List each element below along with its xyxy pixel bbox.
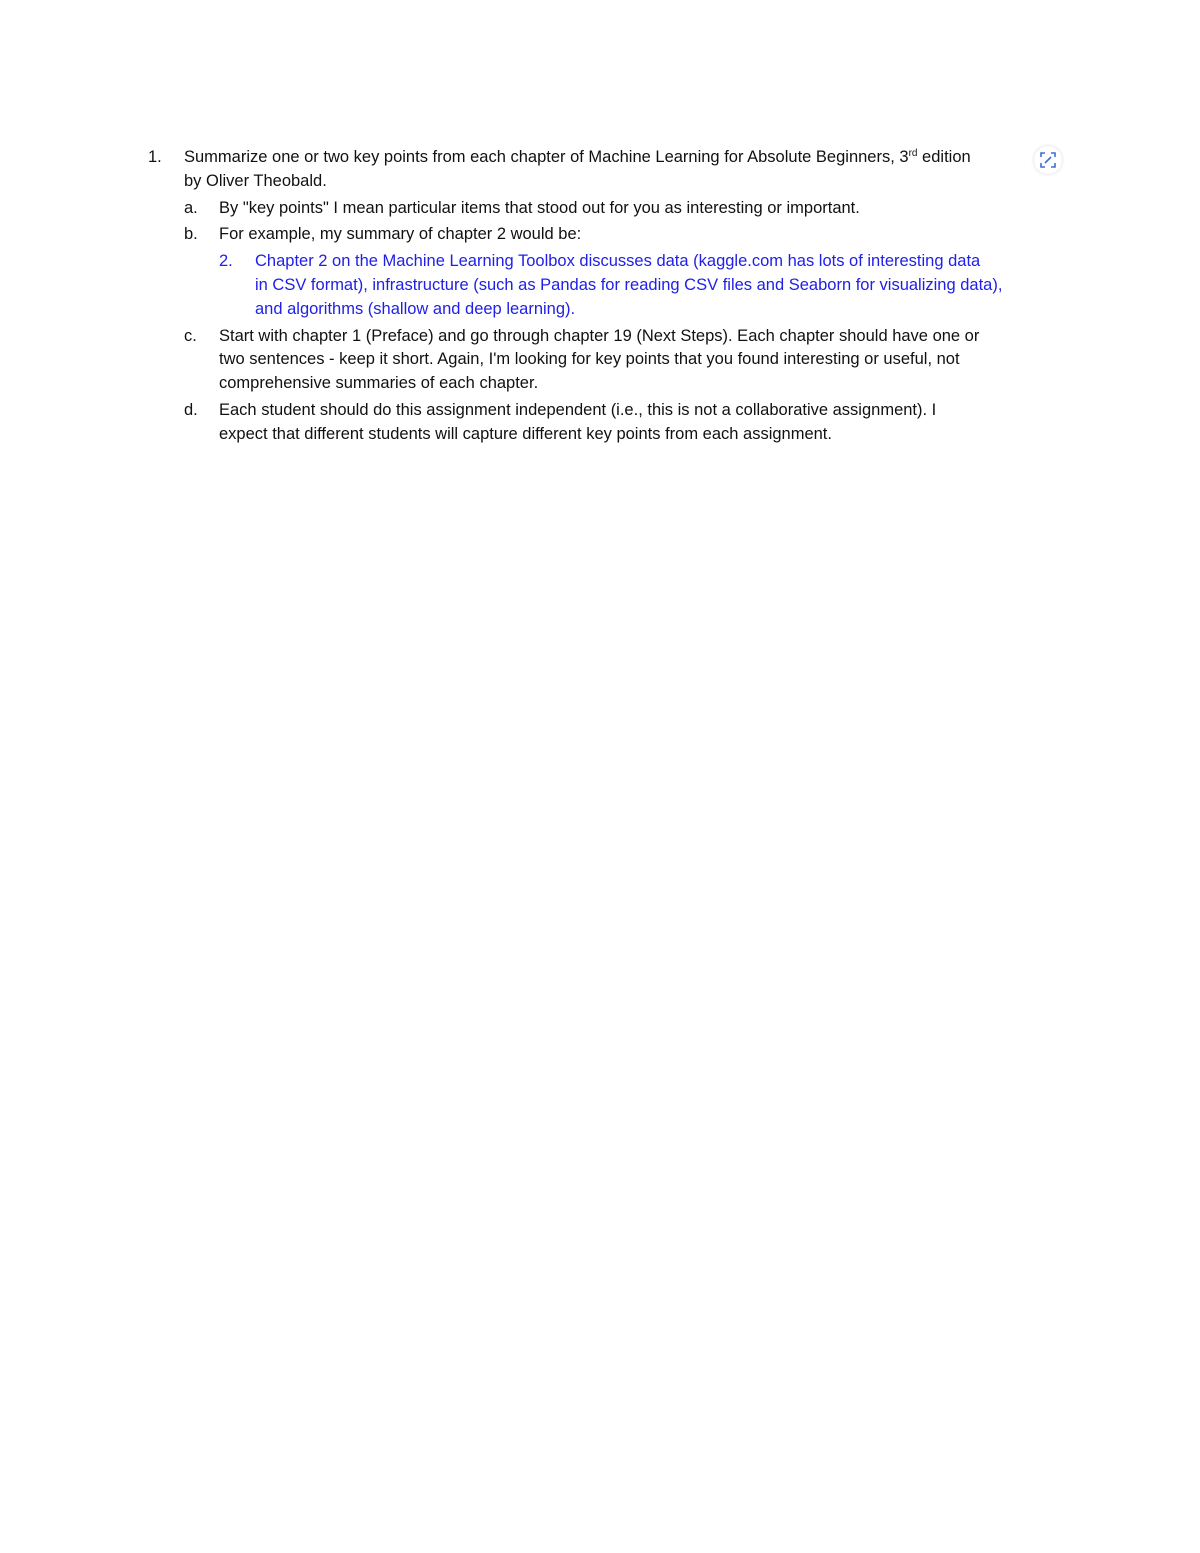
list-marker-1: 1. bbox=[148, 148, 162, 166]
example-line-3: and algorithms (shallow and deep learning). bbox=[255, 300, 576, 318]
item-1-text-end: edition bbox=[917, 148, 971, 166]
edit-icon-glyph bbox=[1039, 151, 1057, 169]
example-line-2: in CSV format), infrastructure (such as Pandas for reading CSV files and Seaborn for visualizing data), bbox=[255, 276, 1003, 294]
item-1-line-2: by Oliver Theobald. bbox=[184, 172, 327, 190]
list-marker-b: b. bbox=[184, 225, 198, 243]
item-1-line-1 bbox=[184, 145, 971, 169]
item-1-superscript: rd bbox=[908, 148, 918, 159]
list-marker-c: c. bbox=[184, 327, 197, 345]
item-c-line-3: comprehensive summaries of each chapter. bbox=[219, 374, 539, 392]
item-a-line-1: By "key points" I mean particular items that stood out for you as interesting or important. bbox=[219, 199, 860, 217]
list-marker-d: d. bbox=[184, 401, 198, 419]
item-d-line-1: Each student should do this assignment independent (i.e., this is not a collaborative assignment). I bbox=[219, 401, 937, 419]
item-c-line-2: two sentences - keep it short. Again, I'm looking for key points that you found interesting or useful, not bbox=[219, 350, 960, 368]
list-marker-example: 2. bbox=[219, 252, 233, 270]
item-1-text: Summarize one or two key points from each chapter of Machine Learning for Absolute Beginners, 3 bbox=[184, 148, 909, 166]
list-marker-a: a. bbox=[184, 199, 198, 217]
example-line-1: Chapter 2 on the Machine Learning Toolbox discusses data (kaggle.com has lots of interesting data bbox=[255, 252, 981, 270]
item-b-line-1: For example, my summary of chapter 2 would be: bbox=[219, 225, 582, 243]
item-c-line-1: Start with chapter 1 (Preface) and go through chapter 19 (Next Steps). Each chapter should have one or bbox=[219, 327, 980, 345]
edit-icon[interactable] bbox=[1034, 146, 1062, 174]
item-d-line-2: expect that different students will capture different key points from each assignment. bbox=[219, 425, 832, 443]
